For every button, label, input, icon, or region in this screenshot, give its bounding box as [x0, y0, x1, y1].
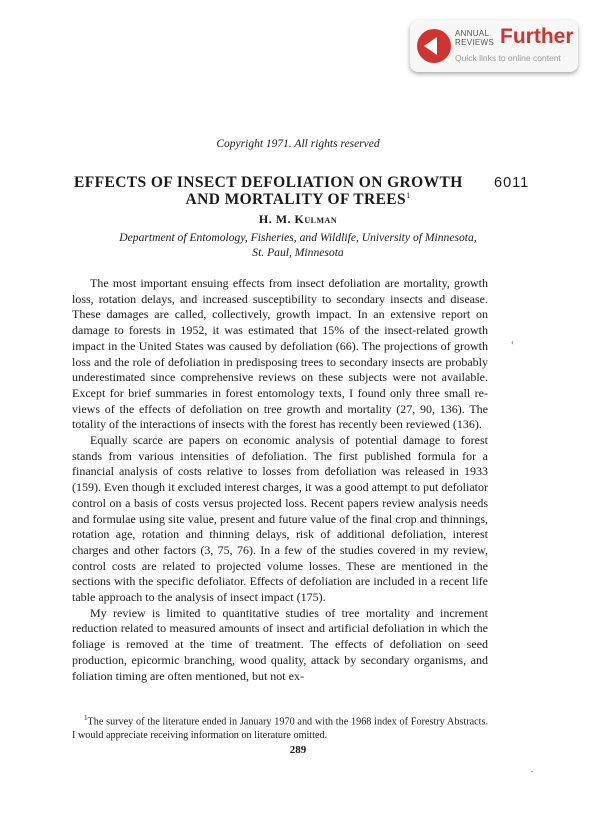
further-banner[interactable]	[410, 20, 578, 72]
body-paragraph-1: The most important ensuing effects from insect defoliation are mortality, growth loss, rotation delays, and increased susceptibility to secondary insects and disease. These damages are called, collectively, growth impact. In an extensive report on damage to forests in 1952, it was estimated that 15% of the insect-related growth impact in the United States was caused by defoliation (66). The projections of growth loss and the role of defoliation in predisposing trees to secondary insects are probably underestimated since comprehensive reviews on these subjects were not available. Except for brief summaries in forest entomology texts, I found only three small reviews of the effects of defoliation on tree growth and mortality (27, 90, 136). The totality of the interactions of insects with the forest has recently been reviewed (136).	[72, 276, 488, 432]
stray-mark-2: •	[531, 770, 534, 776]
banner-reviews-text: REVIEWS	[455, 38, 494, 47]
footnote-body: The survey of the literature ended in January 1970 and with the 1968 index of Forestry Abstracts. I would appreciate receiving information on literature omitted.	[72, 716, 488, 742]
body-paragraph-2: Equally scarce are papers on economic analysis of potential damage to forest stands from various intensities of defoliation. The first published formula for a financial analysis of costs relative to losses from defoliation was released in 1933 (159). Even though it excluded interest charges, it was a good attempt to put defoliator control on a basis of costs versus projected loss. Recent papers review analysis needs and formulae using site value, present and future value of the final crop and thinnings, rotation age, rotation and thinning delays, risk of additional defoliation, interest charges and other factors (3, 75, 76). In a few of the studies covered in my review, control costs are related to projected volume losses. These are mentioned in the sections with the specific defoliator. Effects of defoliation are included in a recent life table approach to the analysis of insect impact (175).	[72, 433, 488, 605]
annual-reviews-logo-icon	[417, 29, 451, 63]
author-name: H. M. Kulman	[258, 212, 338, 226]
footnote-mark: 1	[84, 714, 88, 722]
body-paragraph-3: My review is limited to quantitative studies of tree mortality and increment reduction related to measured amounts of insect and artificial defoliation in which the foliage is removed at the time of treatment. The effects of defoliation on seed production, epicormic branching, wood quality, attack by secondary organisms, and foliation timing are often mentioned, but not ex-	[72, 605, 488, 683]
title-number: 6011	[494, 175, 530, 191]
affiliation	[40, 230, 556, 260]
page-number: 289	[289, 744, 307, 756]
banner-further-text: Further	[500, 25, 574, 48]
banner-annual-text: ANNUAL	[455, 29, 490, 38]
affiliation-line-1: Department of Entomology, Fisheries, and Wildlife, University of Minnesota,	[119, 231, 477, 244]
title-line-2	[0, 191, 596, 209]
title-line-2-text: AND MORTALITY OF TREES	[185, 191, 407, 209]
footnote	[72, 711, 488, 743]
title-footnote-mark[interactable]: 1	[406, 191, 411, 200]
title-line-1: EFFECTS OF INSECT DEFOLIATION ON GROWTH	[74, 174, 463, 191]
article-body	[72, 276, 488, 684]
footnote-text	[72, 711, 488, 743]
banner-subtitle: Quick links to online content	[455, 53, 561, 63]
affiliation-line-2: St. Paul, Minnesota	[252, 246, 344, 259]
stray-mark-1: ‹	[511, 337, 514, 347]
copyright-notice: Copyright 1971. All rights reserved	[216, 138, 380, 150]
